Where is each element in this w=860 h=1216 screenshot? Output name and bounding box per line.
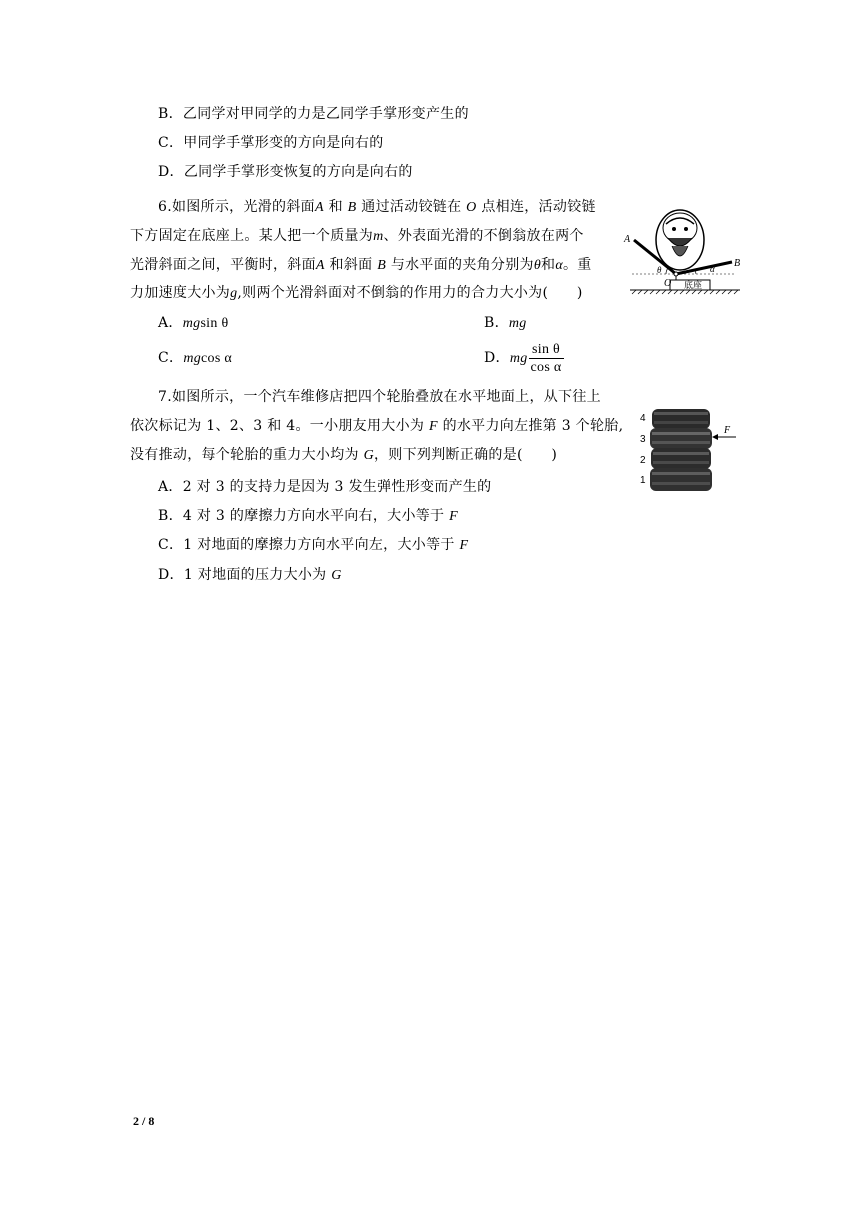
q6-option-a: A．mgsin θ	[158, 315, 229, 331]
q6-option-b: B．mg	[484, 315, 527, 331]
q7-stem-line2: 依次标记为 1、2、3 和 4。一小朋友用大小为 F 的水平力向左推第 3 个轮胎,	[130, 418, 624, 434]
q7-option-d: D．1 对地面的压力大小为 G	[158, 567, 342, 583]
q6-figure-tumbler	[622, 202, 742, 298]
q5-option-d: D．乙同学手掌形变恢复的方向是向右的	[158, 164, 413, 180]
q6-option-c: C．mgcos α	[158, 350, 233, 366]
fig-label-o: O	[664, 278, 672, 289]
q7-figure-tires	[636, 405, 746, 495]
q6-stem-line2: 下方固定在底座上。某人把一个质量为m、外表面光滑的不倒翁放在两个	[130, 228, 584, 244]
fig-label-2: 2	[640, 455, 646, 466]
tire-1	[650, 468, 712, 491]
q6-option-d-fraction: $\frac{\text{sin θ}}{\text{cos α}}$	[530, 341, 562, 375]
q5-option-b: B．乙同学对甲同学的力是乙同学手掌形变产生的	[158, 106, 469, 122]
q6-stem-line1: 6.如图所示，光滑的斜面A 和 B 通过活动铰链在 O 点相连，活动铰链	[158, 199, 596, 215]
q6-stem-line4: 力加速度大小为g,则两个光滑斜面对不倒翁的作用力的合力大小为( )	[130, 285, 583, 301]
fig-label-f: F	[724, 425, 731, 436]
fig-label-4: 4	[640, 413, 646, 424]
q6-option-d: D．mg $\frac{\text{sin θ}}{\text{cos α}}$	[484, 341, 562, 375]
tire-3	[650, 428, 712, 449]
q5-option-c: C．甲同学手掌形变的方向是向右的	[158, 135, 384, 151]
q7-stem-line1: 7.如图所示，一个汽车维修店把四个轮胎叠放在水平地面上，从下往上	[158, 389, 601, 405]
q7-option-c: C．1 对地面的摩擦力方向水平向左，大小等于 F	[158, 537, 469, 553]
fig-label-base: 底座	[684, 281, 703, 291]
fig-label-b: B	[734, 258, 741, 269]
q7-stem-line3: 没有推动，每个轮胎的重力大小均为 G，则下列判断正确的是( )	[130, 447, 558, 463]
q7-option-b: B．4 对 3 的摩擦力方向水平向右，大小等于 F	[158, 508, 458, 524]
tire-4	[652, 409, 710, 429]
fig-label-a: A	[624, 234, 631, 245]
q7-option-a: A．2 对 3 的支持力是因为 3 发生弹性形变而产生的	[158, 479, 492, 495]
fig-label-theta: θ	[657, 265, 662, 275]
fig-label-3: 3	[640, 434, 646, 445]
page-number: 2 / 8	[133, 1114, 155, 1128]
hinge-o	[674, 272, 678, 276]
q6-stem-line3: 光滑斜面之间，平衡时，斜面A 和斜面 B 与水平面的夹角分别为θ和α。重	[130, 257, 592, 273]
tire-2	[651, 448, 711, 469]
fig-label-alpha: α	[710, 264, 715, 274]
fig-label-1: 1	[640, 475, 646, 486]
